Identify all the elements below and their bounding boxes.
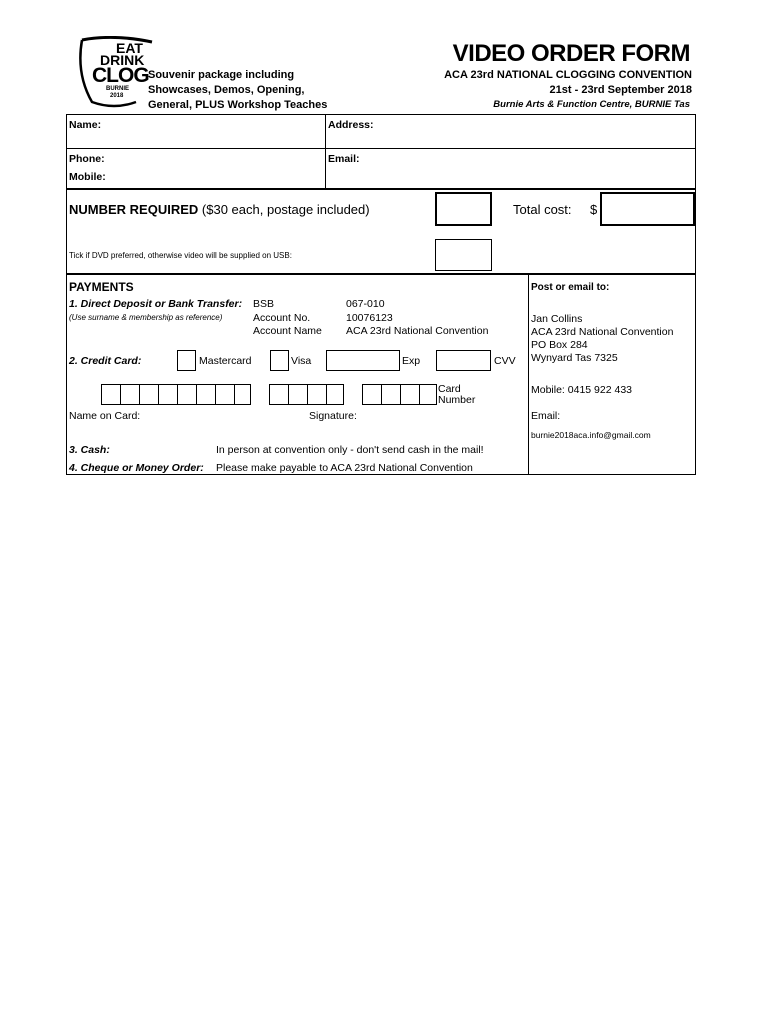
deposit-note: (Use surname & membership as reference) <box>69 313 223 322</box>
name-field[interactable] <box>110 116 322 146</box>
cvv-field[interactable] <box>436 350 491 371</box>
mobile-field[interactable] <box>110 168 322 186</box>
page-title: VIDEO ORDER FORM <box>452 40 690 67</box>
exp-label: Exp <box>402 355 421 367</box>
cash-label: 3. Cash: <box>69 444 110 456</box>
card-number-cell[interactable] <box>307 384 327 405</box>
convention-venue: Burnie Arts & Function Centre, BURNIE Tas <box>493 99 690 110</box>
dvd-checkbox[interactable] <box>435 239 492 271</box>
cheque-label: 4. Cheque or Money Order: <box>69 462 204 474</box>
name-on-card-field[interactable] <box>142 408 302 424</box>
card-number-cell[interactable] <box>215 384 235 405</box>
visa-checkbox[interactable] <box>270 350 289 371</box>
number-required-note: ($30 each, postage included) <box>201 202 370 217</box>
name-on-card-label: Name on Card: <box>69 410 141 422</box>
total-cost-label: Total cost: <box>513 202 572 217</box>
logo-text-clog: CLOG <box>92 64 149 87</box>
contact-column-divider <box>325 114 326 189</box>
post-org: ACA 23rd National Convention <box>531 326 674 338</box>
deposit-label: 1. Direct Deposit or Bank Transfer: <box>69 298 243 310</box>
account-no-value: 10076123 <box>346 312 393 324</box>
package-line-2: Showcases, Demos, Opening, <box>148 84 305 96</box>
visa-label: Visa <box>291 355 312 367</box>
bsb-value: 067-010 <box>346 298 385 310</box>
address-field[interactable] <box>380 116 692 146</box>
card-number-cell[interactable] <box>120 384 140 405</box>
card-number-cell[interactable] <box>269 384 289 405</box>
number-required-title: NUMBER REQUIRED <box>69 202 199 217</box>
signature-field[interactable] <box>362 408 522 424</box>
bsb-label: BSB <box>253 298 275 310</box>
credit-card-label: 2. Credit Card: <box>69 355 142 367</box>
card-number-cell[interactable] <box>381 384 401 405</box>
card-number-cell[interactable] <box>288 384 308 405</box>
mastercard-label: Mastercard <box>199 355 252 367</box>
address-label: Address: <box>328 119 374 131</box>
logo-text-year: 2018 <box>110 93 124 99</box>
package-line-1: Souvenir package including <box>148 69 295 81</box>
cheque-note: Please make payable to ACA 23rd National Convention <box>216 462 473 474</box>
post-email-label: Email: <box>531 410 561 422</box>
package-line-3: General, PLUS Workshop Teaches <box>148 99 328 111</box>
card-number-cell[interactable] <box>362 384 382 405</box>
email-label: Email: <box>328 153 360 165</box>
card-number-cell[interactable] <box>326 384 344 405</box>
phone-field[interactable] <box>110 150 322 166</box>
mastercard-checkbox[interactable] <box>177 350 196 371</box>
number-required-input[interactable] <box>435 192 492 226</box>
cash-note: In person at convention only - don't send cash in the mail! <box>216 444 484 456</box>
logo-text-drink: DRINK <box>100 52 145 68</box>
post-mobile: Mobile: 0415 922 433 <box>531 384 632 396</box>
number-required-label <box>69 202 370 217</box>
post-name: Jan Collins <box>531 313 583 325</box>
currency-symbol: $ <box>590 202 598 217</box>
card-number-label-2: Number <box>438 394 476 406</box>
account-name-label: Account Name <box>253 325 322 337</box>
total-cost-input[interactable] <box>600 192 695 226</box>
email-field[interactable] <box>370 150 692 186</box>
cvv-label: CVV <box>494 355 516 367</box>
card-number-cell[interactable] <box>234 384 251 405</box>
card-number-cell[interactable] <box>158 384 178 405</box>
logo-text-burnie: BURNIE <box>106 86 130 92</box>
post-town: Wynyard Tas 7325 <box>531 352 618 364</box>
convention-title: ACA 23rd NATIONAL CLOGGING CONVENTION <box>444 69 692 81</box>
account-no-label: Account No. <box>253 312 311 324</box>
card-number-cell[interactable] <box>419 384 437 405</box>
convention-dates: 21st - 23rd September 2018 <box>549 84 692 96</box>
card-number-label-1: Card <box>438 383 461 395</box>
card-number-cell[interactable] <box>196 384 216 405</box>
card-number-cell[interactable] <box>101 384 121 405</box>
phone-label: Phone: <box>69 153 105 165</box>
card-number-cell[interactable] <box>177 384 197 405</box>
account-name-value: ACA 23rd National Convention <box>346 325 489 337</box>
mobile-label: Mobile: <box>69 171 106 183</box>
post-heading: Post or email to: <box>531 282 610 293</box>
payments-heading: PAYMENTS <box>69 280 134 294</box>
logo-text-eat: EAT <box>116 40 143 56</box>
card-number-cell[interactable] <box>400 384 420 405</box>
post-email[interactable]: burnie2018aca.info@gmail.com <box>531 430 651 440</box>
exp-field[interactable] <box>326 350 400 371</box>
payments-column-divider <box>528 274 529 475</box>
post-po-box: PO Box 284 <box>531 339 588 351</box>
name-label: Name: <box>69 119 102 131</box>
dvd-note: Tick if DVD preferred, otherwise video will be supplied on USB: <box>69 251 292 260</box>
contact-divider <box>66 148 696 149</box>
signature-label: Signature: <box>309 410 357 422</box>
card-number-cell[interactable] <box>139 384 159 405</box>
